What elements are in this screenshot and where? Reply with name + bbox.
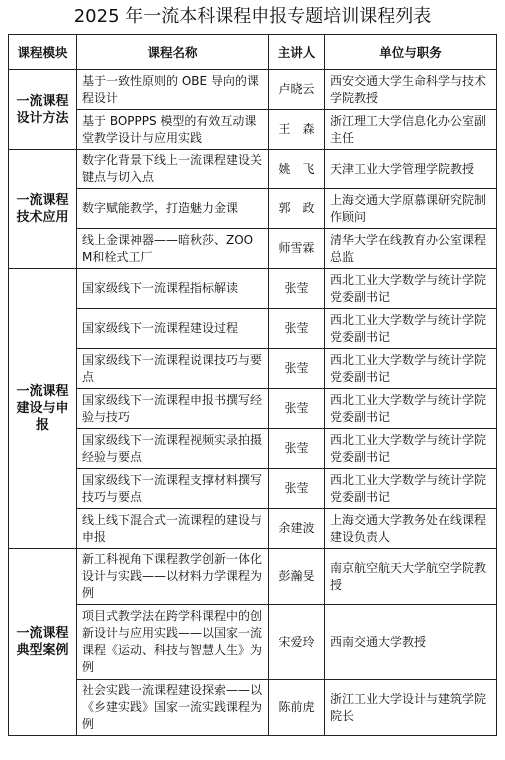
table-row xyxy=(9,110,497,150)
lecturer-cell: 陈前虎 xyxy=(269,680,325,736)
unit-cell: 西北工业大学数学与统计学院党委副书记 xyxy=(325,349,497,389)
lecturer-cell: 郭 政 xyxy=(269,189,325,229)
lecturer-cell: 彭瀚旻 xyxy=(269,549,325,605)
header-module: 课程模块 xyxy=(9,35,77,70)
header-unit: 单位与职务 xyxy=(325,35,497,70)
table-header-row xyxy=(9,35,497,70)
lecturer-cell: 师雪霖 xyxy=(269,229,325,269)
course-name-cell: 新工科视角下课程教学创新一体化设计与实践——以材料力学课程为例 xyxy=(77,549,269,605)
unit-cell: 浙江工业大学设计与建筑学院院长 xyxy=(325,680,497,736)
module-cell: 一流课程建设与申报 xyxy=(9,269,77,549)
unit-cell: 西北工业大学数学与统计学院党委副书记 xyxy=(325,269,497,309)
course-name-cell: 国家级线下一流课程申报书撰写经验与技巧 xyxy=(77,389,269,429)
module-cell: 一流课程典型案例 xyxy=(9,549,77,736)
course-name-cell: 线上金课神器——暗秋莎、ZOOM和栓式工厂 xyxy=(77,229,269,269)
lecturer-cell: 宋爱玲 xyxy=(269,605,325,680)
module-cell: 一流课程技术应用 xyxy=(9,150,77,269)
course-name-cell: 项目式教学法在跨学科课程中的创新设计与应用实践——以国家一流课程《运动、科技与智慧人生》为例 xyxy=(77,605,269,680)
course-name-cell: 基于 BOPPPS 模型的有效互动课堂教学设计与应用实践 xyxy=(77,110,269,150)
lecturer-cell: 姚 飞 xyxy=(269,150,325,189)
unit-cell: 西北工业大学数学与统计学院党委副书记 xyxy=(325,389,497,429)
course-name-cell: 国家级线下一流课程视频实录拍摄经验与要点 xyxy=(77,429,269,469)
course-name-cell: 基于一致性原则的 OBE 导向的课程设计 xyxy=(77,70,269,110)
table-row xyxy=(9,349,497,389)
table-row xyxy=(9,509,497,549)
header-lecturer: 主讲人 xyxy=(269,35,325,70)
table-row xyxy=(9,429,497,469)
lecturer-cell: 张莹 xyxy=(269,469,325,509)
table-row xyxy=(9,605,497,680)
table-row xyxy=(9,189,497,229)
module-cell: 一流课程设计方法 xyxy=(9,70,77,150)
lecturer-cell: 张莹 xyxy=(269,349,325,389)
unit-cell: 上海交通大学教务处在线课程建设负责人 xyxy=(325,509,497,549)
course-name-cell: 国家级线下一流课程指标解读 xyxy=(77,269,269,309)
unit-cell: 清华大学在线教育办公室课程总监 xyxy=(325,229,497,269)
unit-cell: 南京航空航天大学航空学院教授 xyxy=(325,549,497,605)
course-name-cell: 国家级线下一流课程建设过程 xyxy=(77,309,269,349)
course-name-cell: 数字化背景下线上一流课程建设关键点与切入点 xyxy=(77,150,269,189)
lecturer-cell: 王 森 xyxy=(269,110,325,150)
course-name-cell: 数字赋能教学，打造魅力金课 xyxy=(77,189,269,229)
table-row xyxy=(9,70,497,110)
unit-cell: 浙江理工大学信息化办公室副主任 xyxy=(325,110,497,150)
table-row xyxy=(9,309,497,349)
lecturer-cell: 余建波 xyxy=(269,509,325,549)
lecturer-cell: 张莹 xyxy=(269,269,325,309)
page-title: 2025 年一流本科课程申报专题培训课程列表 xyxy=(73,6,432,27)
header-course-name: 课程名称 xyxy=(77,35,269,70)
lecturer-cell: 张莹 xyxy=(269,389,325,429)
course-name-cell: 国家级线下一流课程说课技巧与要点 xyxy=(77,349,269,389)
lecturer-cell: 张莹 xyxy=(269,309,325,349)
table-row xyxy=(9,389,497,429)
course-name-cell: 线上线下混合式一流课程的建设与申报 xyxy=(77,509,269,549)
unit-cell: 上海交通大学原慕课研究院制作顾问 xyxy=(325,189,497,229)
unit-cell: 西北工业大学数学与统计学院党委副书记 xyxy=(325,309,497,349)
course-name-cell: 社会实践一流课程建设探索——以《乡建实践》国家一流实践课程为例 xyxy=(77,680,269,736)
course-name-cell: 国家级线下一流课程支撑材料撰写技巧与要点 xyxy=(77,469,269,509)
unit-cell: 西北工业大学数学与统计学院党委副书记 xyxy=(325,429,497,469)
table-row xyxy=(9,469,497,509)
unit-cell: 天津工业大学管理学院教授 xyxy=(325,150,497,189)
unit-cell: 西北工业大学数学与统计学院党委副书记 xyxy=(325,469,497,509)
lecturer-cell: 卢晓云 xyxy=(269,70,325,110)
course-table xyxy=(8,34,497,736)
lecturer-cell: 张莹 xyxy=(269,429,325,469)
table-row xyxy=(9,680,497,736)
table-row xyxy=(9,150,497,189)
unit-cell: 西南交通大学教授 xyxy=(325,605,497,680)
table-row xyxy=(9,229,497,269)
table-row xyxy=(9,549,497,605)
unit-cell: 西安交通大学生命科学与技术学院教授 xyxy=(325,70,497,110)
table-row xyxy=(9,269,497,309)
